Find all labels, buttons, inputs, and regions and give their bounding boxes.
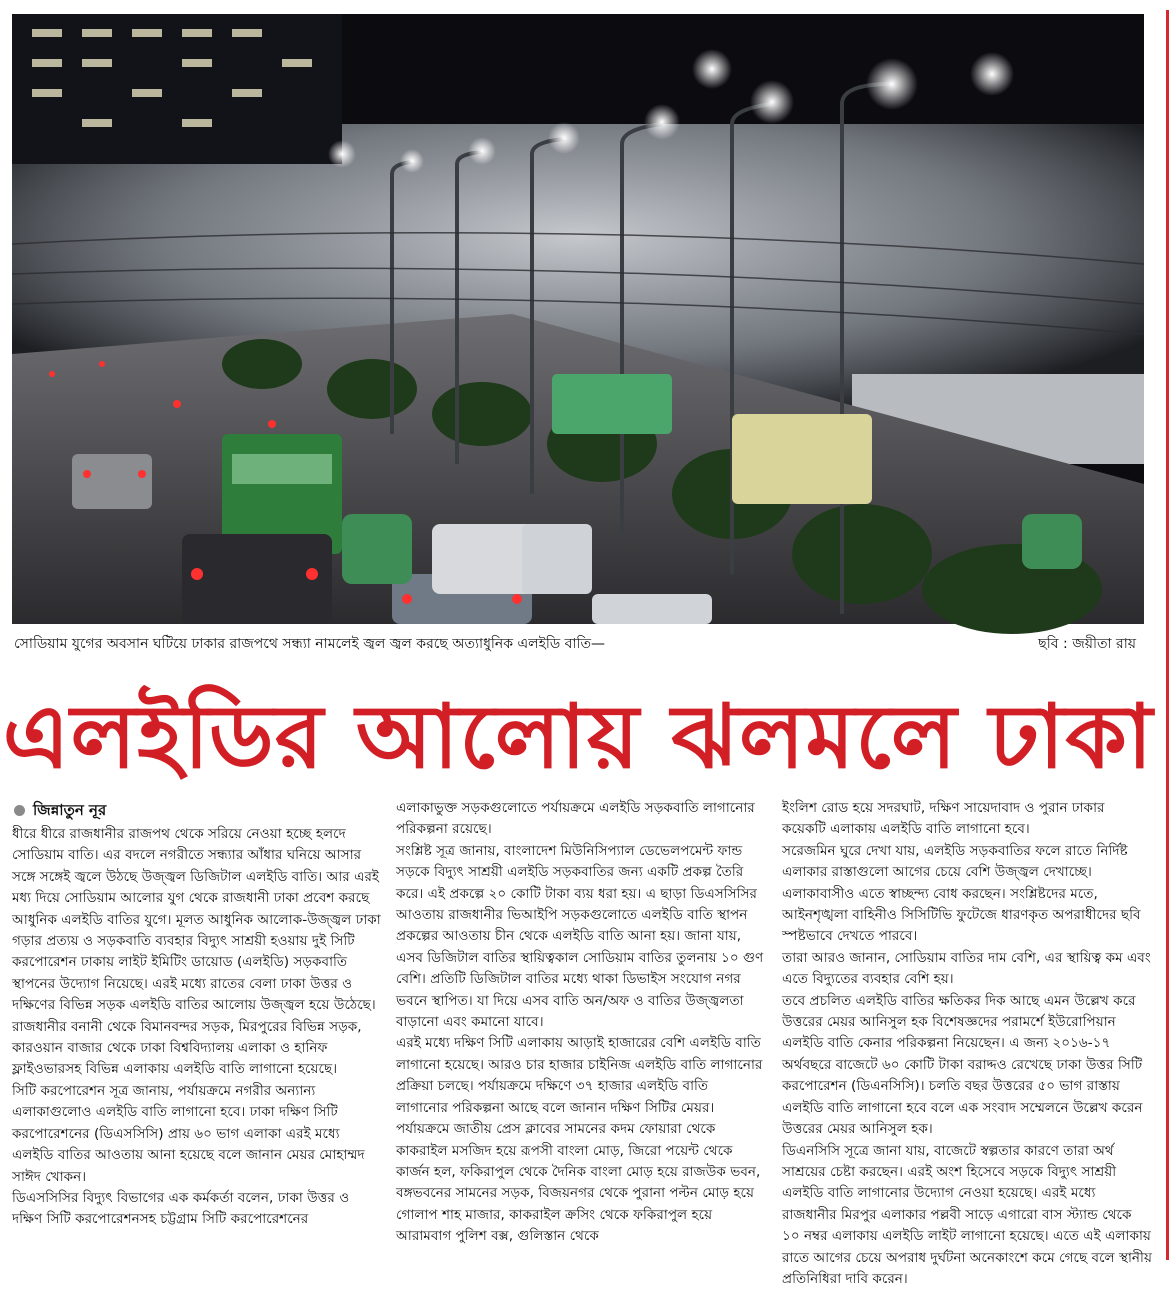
byline <box>12 798 382 822</box>
paragraph: এলাকাভুক্ত সড়কগুলোতে পর্যায়ক্রমে এলইডি সড়কবাতি লাগানোর পরিকল্পনা রয়েছে। <box>396 798 764 841</box>
photo-caption: সোডিয়াম যুগের অবসান ঘটিয়ে ঢাকার রাজপথে সন্ধ্যা নামলেই জ্বল জ্বল করছে অত্যাধুনিক এলইডি বাতি— <box>14 632 605 656</box>
paragraph: ডিএনসিসি সূত্রে জানা যায়, বাজেটে স্বল্পতার কারণে তারা অর্থ সাশ্রয়ের চেষ্টা করছেন। এরই অংশ হিসেবে সড়কে বিদ্যুৎ সাশ্রয়ী এলইডি বাতি লাগানোর উদ্যোগ নেওয়া হয়েছে। এরই মধ্যে রাজধানীর মিরপুর এলাকার পল্লবী সাড়ে এগারো বাস স্ট্যান্ড থেকে ১০ নম্বর এলাকায় এলইডি লাইট লাগানো হয়েছে। এতে এই এলাকায় রাতে আগের চেয়ে অপরাধ দুর্ঘটনা অনেকাংশে কমে গেছে বলে স্থানীয় প্রতিনিধিরা দাবি করেন। <box>782 1141 1152 1290</box>
paragraph: এরই মধ্যে দক্ষিণ সিটি এলাকায় আড়াই হাজারের বেশি এলইডি বাতি লাগানো হয়েছে। আরও চার হাজার চাইনিজ এলইডি বাতি লাগানোর প্রক্রিয়া চলছে। পর্যায়ক্রমে দক্ষিণে ৩৭ হাজার এলইডি বাতি লাগানোর পরিকল্পনা আছে বলে জানান দক্ষিণ সিটির মেয়র। <box>396 1033 764 1119</box>
side-accent-rule <box>1166 10 1169 1260</box>
paragraph: সিটি করপোরেশন সূত্র জানায়, পর্যায়ক্রমে নগরীর অন্যান্য এলাকাগুলোও এলইডি বাতি লাগানো হবে। ঢাকা দক্ষিণ সিটি করপোরেশনের (ডিএসসিসি) প্রায় ৬০ ভাগ এলাকা এরই মধ্যে এলইডি বাতির আওতায় আনা হয়েছে বলে জানান মেয়র মোহাম্মদ সাঈদ খোকন। <box>12 1081 382 1188</box>
paragraph: ডিএসসিসির বিদ্যুৎ বিভাগের এক কর্মকর্তা বলেন, ঢাকা উত্তর ও দক্ষিণ সিটি করপোরেশনসহ চট্টগ্রাম সিটি করপোরেশনের <box>12 1188 382 1231</box>
article-column-1 <box>12 798 382 1248</box>
photo-credit: ছবি : জয়ীতা রায় <box>1038 632 1136 656</box>
article-column-3 <box>782 798 1152 1248</box>
news-photo <box>12 14 1144 624</box>
paragraph: ইংলিশ রোড হয়ে সদরঘাট, দক্ষিণ সায়েদাবাদ ও পুরান ঢাকার কয়েকটি এলাকায় এলইডি বাতি লাগানো হবে। <box>782 798 1152 841</box>
paragraph: পর্যায়ক্রমে জাতীয় প্রেস ক্লাবের সামনের কদম ফোয়ারা থেকে কাকরাইল মসজিদ হয়ে রূপসী বাংলা মোড়, জিরো পয়েন্ট থেকে কার্জন হল, ফকিরাপুল থেকে দৈনিক বাংলা মোড় হয়ে রাজউক ভবন, বঙ্গভবনের সামনের সড়ক, বিজয়নগর থেকে পুরানা পল্টন মোড় হয়ে গোলাপ শাহ মাজার, কাকরাইল ক্রসিং থেকে ফকিরাপুল হয়ে আরামবাগ পুলিশ বক্স, গুলিস্তান থেকে <box>396 1119 764 1247</box>
author-name: জিন্নাতুন নূর <box>33 798 106 822</box>
paragraph: তবে প্রচলিত এলইডি বাতির ক্ষতিকর দিক আছে এমন উল্লেখ করে উত্তরের মেয়র আনিসুল হক বিশেষজ্ঞদের পরামর্শে ইউরোপিয়ান এলইডি বাতি কেনার পরিকল্পনা নিয়েছেন। এ জন্য ২০১৬-১৭ অর্থবছরে বাজেটে ৬০ কোটি টাকা বরাদ্দও রেখেছে ঢাকা উত্তর সিটি করপোরেশন (ডিএনসিসি)। চলতি বছর উত্তরের ৫০ ভাগ রাস্তায় এলইডি বাতি লাগানো হবে বলে এক সংবাদ সম্মেলনে উল্লেখ করেন উত্তরের মেয়র আনিসুল হক। <box>782 991 1152 1141</box>
paragraph: তারা আরও জানান, সোডিয়াম বাতির দাম বেশি, এর স্থায়িত্ব কম এবং এতে বিদ্যুতের ব্যবহার বেশি হয়। <box>782 948 1152 991</box>
article-column-2 <box>396 798 764 1248</box>
bullet-icon <box>14 805 25 816</box>
photo-caption-bar <box>14 632 1142 656</box>
paragraph: ধীরে ধীরে রাজধানীর রাজপথ থেকে সরিয়ে নেওয়া হচ্ছে হলদে সোডিয়াম বাতি। এর বদলে নগরীতে সন্ধ্যার আঁধার ঘনিয়ে আসার সঙ্গে সঙ্গেই জ্বলে উঠছে উজ্জ্বল ডিজিটাল এলইডি বাতি। আর এরই মধ্য দিয়ে সোডিয়াম আলোর যুগ থেকে রাজধানী ঢাকা প্রবেশ করছে আধুনিক এলইডি বাতির যুগে। মূলত আধুনিক আলোক-উজ্জ্বল ঢাকা গড়ার প্রত্যয় ও সড়কবাতি ব্যবহার বিদ্যুৎ সাশ্রয়ী হওয়ায় দুই সিটি করপোরেশন ঢাকায় লাইট ইমিটিং ডায়োড (এলইডি) সড়কবাতি স্থাপনের উদ্যোগ নিয়েছে। এরই মধ্যে রাতের বেলা ঢাকা উত্তর ও দক্ষিণের বিভিন্ন সড়ক এলইডি বাতির আলোয় উজ্জ্বল হয়ে উঠেছে। রাজধানীর বনানী থেকে বিমানবন্দর সড়ক, মিরপুরের বিভিন্ন সড়ক, কারওয়ান বাজার থেকে ঢাকা বিশ্ববিদ্যালয় এলাকা ও হানিফ ফ্লাইওভারসহ বিভিন্ন এলাকায় এলইডি বাতি লাগানো হয়েছে। <box>12 824 382 1081</box>
street-night-photo <box>12 14 1144 624</box>
headline: এলইডির আলোয় ঝলমলে ঢাকা <box>0 682 1156 792</box>
paragraph: সরেজমিন ঘুরে দেখা যায়, এলইডি সড়কবাতির ফলে রাতে নির্দিষ্ট এলাকার রাস্তাগুলো আগের চেয়ে বেশি উজ্জ্বল দেখাচ্ছে। এলাকাবাসীও এতে স্বাচ্ছন্দ্য বোধ করছেন। সংশ্লিষ্টদের মতে, আইনশৃঙ্খলা বাহিনীও সিসিটিভি ফুটেজে ধারণকৃত অপরাধীদের ছবি স্পষ্টভাবে দেখতে পারবে। <box>782 841 1152 948</box>
paragraph: সংশ্লিষ্ট সূত্র জানায়, বাংলাদেশ মিউনিসিপ্যাল ডেভেলপমেন্ট ফান্ড সড়কে বিদ্যুৎ সাশ্রয়ী এলইডি সড়কবাতির জন্য একটি প্রকল্প তৈরি করে। এই প্রকল্পে ২০ কোটি টাকা ব্যয় ধরা হয়। এ ছাড়া ডিএসসিসির আওতায় রাজধানীর ভিআইপি সড়কগুলোতে এলইডি বাতি স্থাপন প্রকল্পের আওতায় চীন থেকে এলইডি বাতি আনা হয়। জানা যায়, এসব ডিজিটাল বাতির স্থায়িত্বকাল সোডিয়াম বাতির তুলনায় ১০ গুণ বেশি। প্রতিটি ডিজিটাল বাতির মধ্যে থাকা ডিভাইস সংযোগ নগর ভবনে স্থাপিত। যা দিয়ে এসব বাতি অন/অফ ও বাতির উজ্জ্বলতা বাড়ানো এবং কমানো যাবে। <box>396 841 764 1034</box>
